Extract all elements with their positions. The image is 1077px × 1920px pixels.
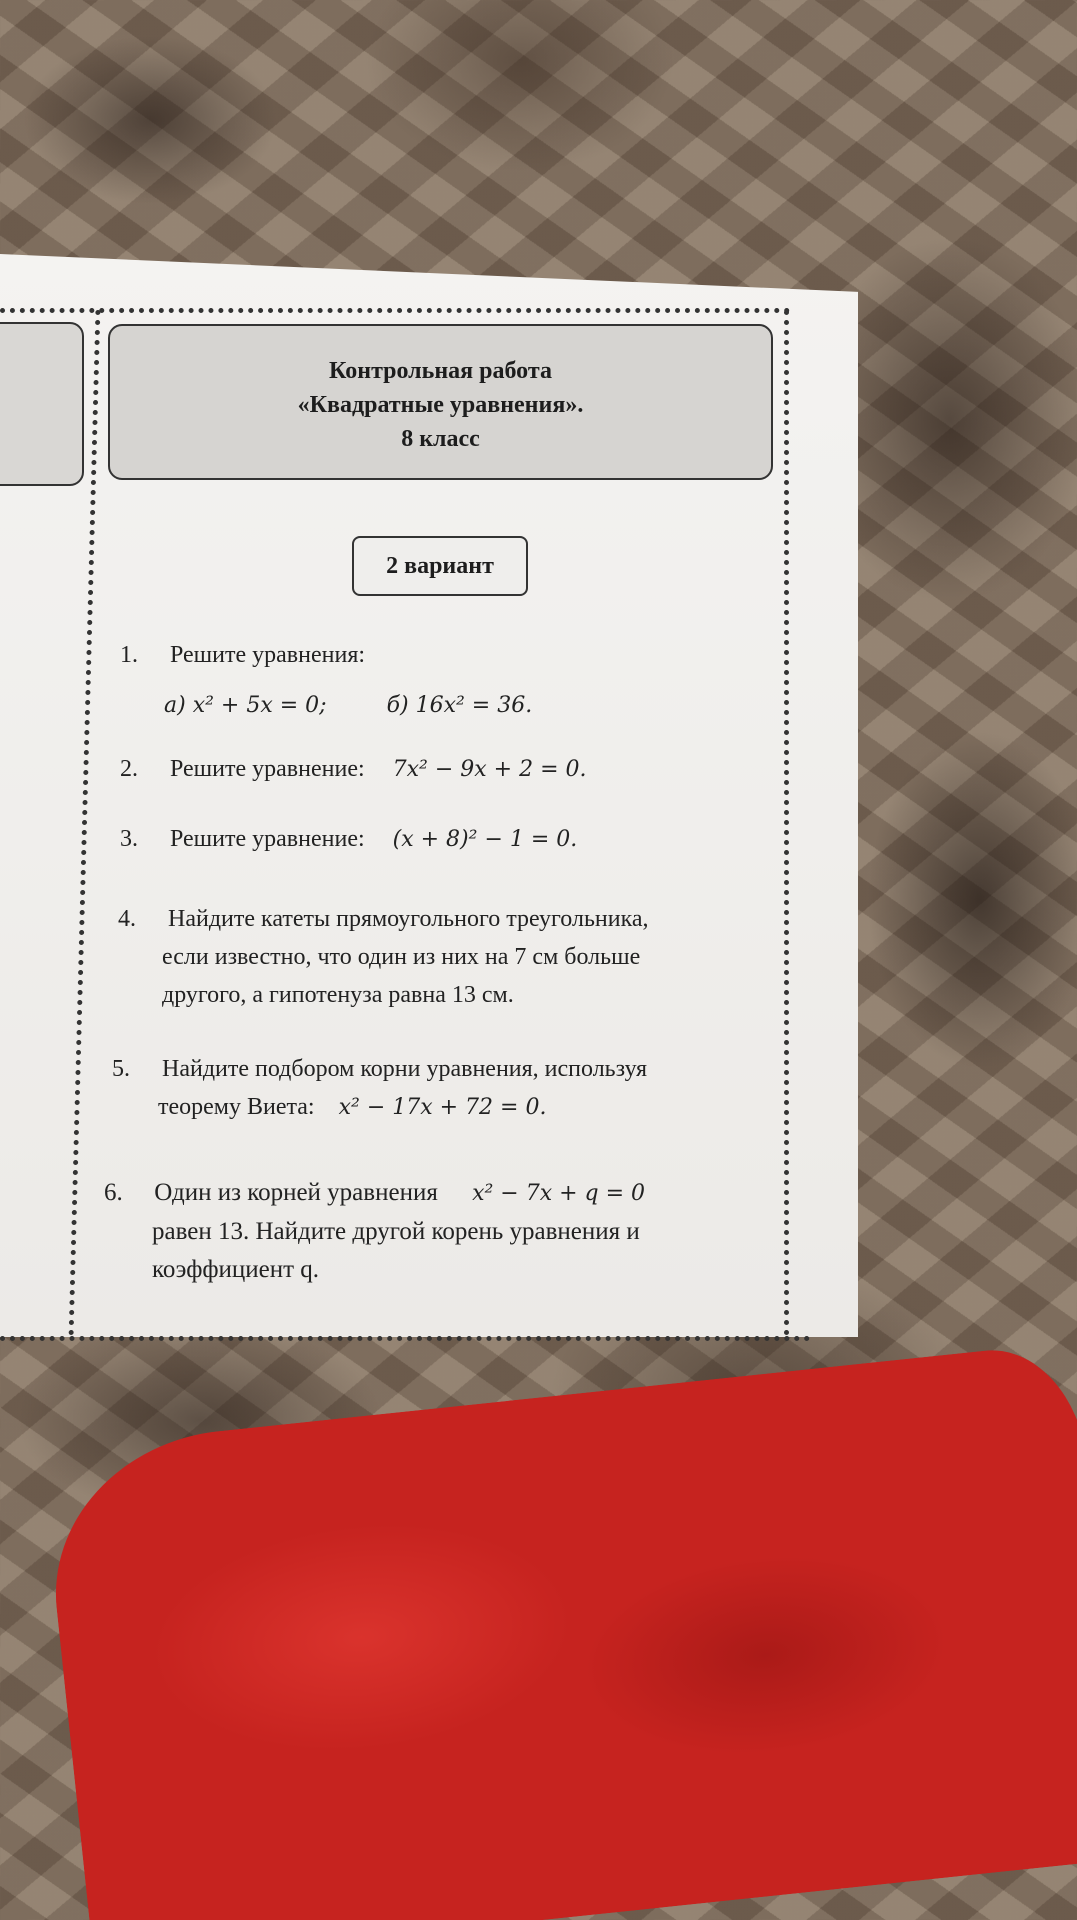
task-6 <box>104 1174 645 1289</box>
task-number: 6. <box>104 1179 123 1206</box>
task-text-line2: теорему Виета: <box>158 1094 315 1120</box>
task-number: 5. <box>112 1056 130 1082</box>
task-number: 4. <box>118 906 136 932</box>
header-topic: «Квадратные уравнения». <box>297 392 584 418</box>
task-1b-equation: б) 16x² = 36. <box>386 693 533 718</box>
task-number: 2. <box>120 756 138 782</box>
task-2 <box>120 750 587 789</box>
task-text-line2: если известно, что один из них на 7 см больше <box>162 944 641 970</box>
cut-line-right <box>784 310 789 1336</box>
task-2-equation: 7x² − 9x + 2 = 0. <box>392 757 587 782</box>
red-blanket <box>40 1341 1077 1920</box>
task-text-line1: Найдите подбором корни уравнения, используя <box>162 1056 648 1082</box>
task-1a-equation: а) x² + 5x = 0; <box>164 693 327 718</box>
task-text: Решите уравнения: <box>170 642 366 668</box>
task-1 <box>120 636 532 725</box>
cut-line-top <box>0 308 790 313</box>
task-3-equation: (x + 8)² − 1 = 0. <box>392 827 578 852</box>
task-text-line2: равен 13. Найдите другой корень уравнения и <box>152 1218 640 1245</box>
task-text: Решите уравнение: <box>170 756 365 782</box>
task-text: Решите уравнение: <box>170 826 365 852</box>
task-5 <box>112 1050 647 1127</box>
task-text-line1: Найдите катеты прямоугольного треугольника, <box>168 906 649 932</box>
task-3 <box>120 820 577 859</box>
task-text-line1: Один из корней уравнения <box>154 1179 438 1206</box>
neighbor-header-box <box>0 322 84 486</box>
task-5-equation: x² − 17x + 72 = 0. <box>338 1095 547 1120</box>
worksheet-header <box>108 324 773 480</box>
task-text-line3: другого, а гипотенуза равна 13 см. <box>162 982 514 1008</box>
task-number: 1. <box>120 642 138 668</box>
header-grade: 8 класс <box>401 426 480 452</box>
cut-line-bottom <box>0 1336 810 1341</box>
task-6-equation: x² − 7x + q = 0 <box>472 1181 646 1206</box>
task-number: 3. <box>120 826 138 852</box>
variant-label: 2 вариант <box>352 536 528 596</box>
task-4 <box>118 900 649 1014</box>
header-title: Контрольная работа <box>329 358 552 384</box>
task-text-line3: коэффициент q. <box>152 1256 320 1283</box>
